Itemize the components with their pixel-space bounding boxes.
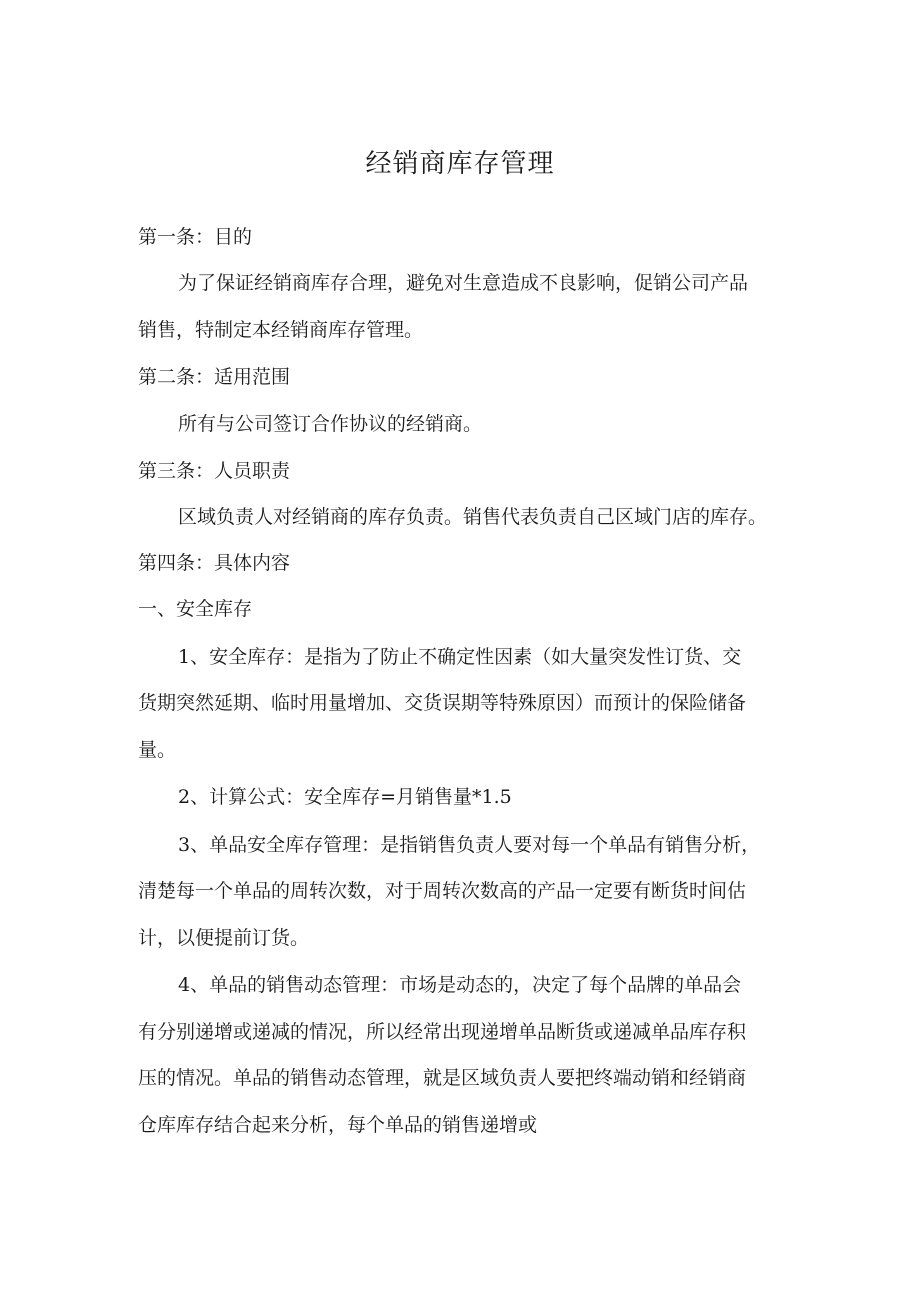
article-1-heading: 第一条：目的	[138, 226, 253, 248]
item-4-paragraph-line: 压的情况。单品的销售动态管理，就是区域负责人要把终端动销和经销商	[138, 1067, 747, 1089]
article-3-paragraph-line: 区域负责人对经销商的库存负责。销售代表负责自己区域门店的库存。	[178, 506, 768, 528]
item-3-paragraph-line: 3、单品安全库存管理：是指销售负责人要对每一个单品有销售分析，	[178, 834, 761, 856]
article-3-heading: 第三条：人员职责	[138, 460, 291, 482]
item-4-paragraph-line: 4、单品的销售动态管理：市场是动态的，决定了每个品牌的单品会	[178, 974, 742, 996]
item-4-paragraph-line: 仓库库存结合起来分析，每个单品的销售递增或	[138, 1114, 538, 1136]
item-2-paragraph-line: 2、计算公式：安全库存=月销售量*1.5	[178, 786, 512, 808]
article-2-heading: 第二条：适用范围	[138, 366, 291, 388]
article-1-paragraph-line: 为了保证经销商库存合理，避免对生意造成不良影响，促销公司产品	[178, 272, 749, 294]
item-1-paragraph-line: 1、安全库存：是指为了防止不确定性因素（如大量突发性订货、交	[178, 646, 742, 668]
section-1-heading: 一、安全库存	[138, 598, 253, 620]
item-1-paragraph-line: 量。	[138, 739, 177, 761]
item-3-paragraph-line: 清楚每一个单品的周转次数，对于周转次数高的产品一定要有断货时间估	[138, 880, 747, 902]
item-3-paragraph-line: 计，以便提前订货。	[138, 927, 310, 949]
item-1-paragraph-line: 货期突然延期、临时用量增加、交货误期等特殊原因）而预计的保险储备	[138, 692, 747, 714]
item-4-paragraph-line: 有分别递增或递减的情况，所以经常出现递增单品断货或递减单品库存积	[138, 1021, 747, 1043]
article-1-paragraph-line: 销售，特制定本经销商库存管理。	[138, 319, 424, 341]
document-title: 经销商库存管理	[365, 149, 555, 179]
article-4-heading: 第四条：具体内容	[138, 552, 291, 574]
article-2-paragraph-line: 所有与公司签订合作协议的经销商。	[178, 413, 483, 435]
